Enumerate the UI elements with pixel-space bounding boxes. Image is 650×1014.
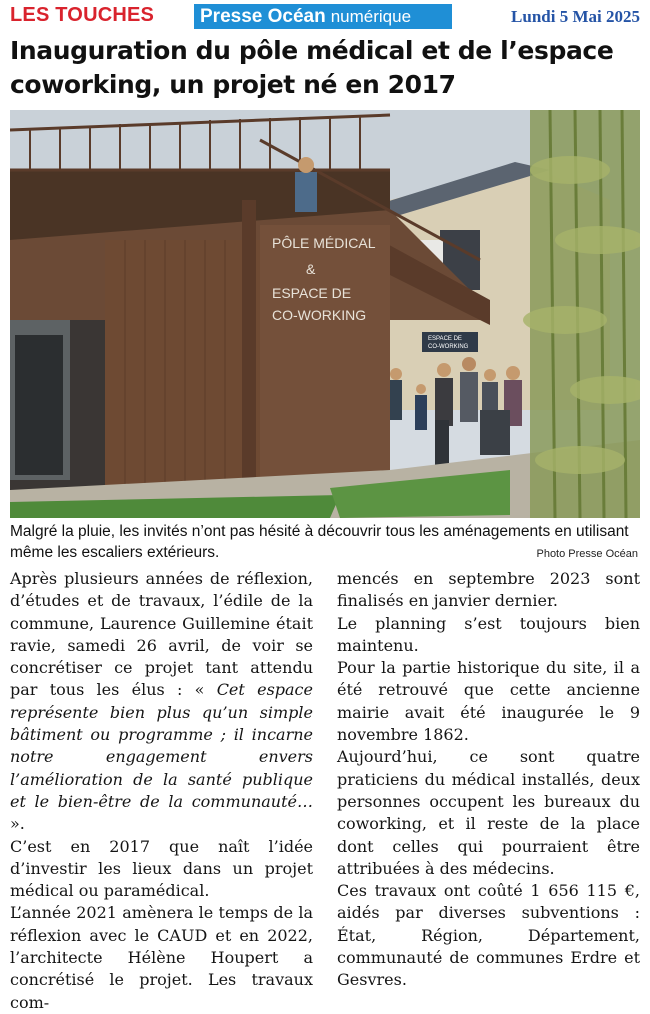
paragraph: Ces travaux ont coûté 1 656 115 €, aidés par diverses subventions : État, Région, Département, communauté de communes Erdre et Gesvres.: [337, 881, 640, 990]
article-column-2: [337, 568, 640, 992]
paragraph: C’est en 2017 que naît l’idée d’investir les lieux dans un projet médical ou paramédical.: [10, 836, 313, 901]
paragraph: mencés en septembre 2023 sont finalisés en janvier dernier.: [337, 569, 640, 611]
photo-credit: Photo Presse Océan: [536, 548, 638, 560]
paragraph: Le planning s’est toujours bien maintenu.: [337, 613, 640, 655]
quote: Cet espace représente bien plus qu’un simple bâtiment ou programme ; il incarne notre engagement envers l’amélioration de la santé publique et le bien-être de la communauté…: [10, 680, 313, 811]
article-photo: [10, 110, 640, 518]
paragraph-text: Après plusieurs années de réflexion, d’études et de travaux, l’édile de la commune, Laurence Guillemine était ravie, samedi 26 avril, de voir se concrétiser ce projet tant attendu par tous les élus : «: [10, 569, 313, 700]
sign-text-line: CO-WORKING: [272, 307, 367, 323]
masthead: [0, 0, 650, 34]
paragraph: Aujourd’hui, ce sont quatre praticiens du médical installés, deux personnes occupent les bureaux du coworking, et il reste de la place dont celles qui pourraient être attribuées à des médecins.: [337, 747, 640, 878]
article-column-1: [10, 568, 313, 1014]
paragraph: L’année 2021 amènera le temps de la réflexion avec le CAUD et en 2022, l’architecte Hélène Houpert a concrétisé le projet. Les travaux com-: [10, 903, 313, 1012]
small-sign-text: ESPACE DE: [428, 336, 462, 342]
publication-date: Lundi 5 Mai 2025: [511, 7, 640, 26]
paragraph-text: ».: [10, 814, 25, 834]
brand-name: Presse Océan: [200, 6, 326, 27]
brand-sub: numérique: [330, 7, 412, 26]
section-label: LES TOUCHES: [10, 4, 155, 26]
photo-caption: Malgré la pluie, les invités n’ont pas hésité à découvrir tous les aménagements en utilisant même les escaliers extérieurs.: [10, 523, 629, 561]
small-sign-text: CO-WORKING: [428, 344, 469, 350]
publication-logo: [194, 4, 452, 29]
sign-text-line: PÔLE MÉDICAL: [272, 235, 376, 251]
article-headline: Inauguration du pôle médical et de l’espace coworking, un projet né en 2017: [10, 36, 614, 99]
paragraph: Pour la partie historique du site, il a été retrouvé que cette ancienne mairie avait été inaugurée le 9 novembre 1862.: [337, 658, 640, 745]
paragraph: [10, 568, 313, 836]
sign-text-line: &: [306, 261, 316, 277]
sign-text-line: ESPACE DE: [272, 285, 352, 301]
